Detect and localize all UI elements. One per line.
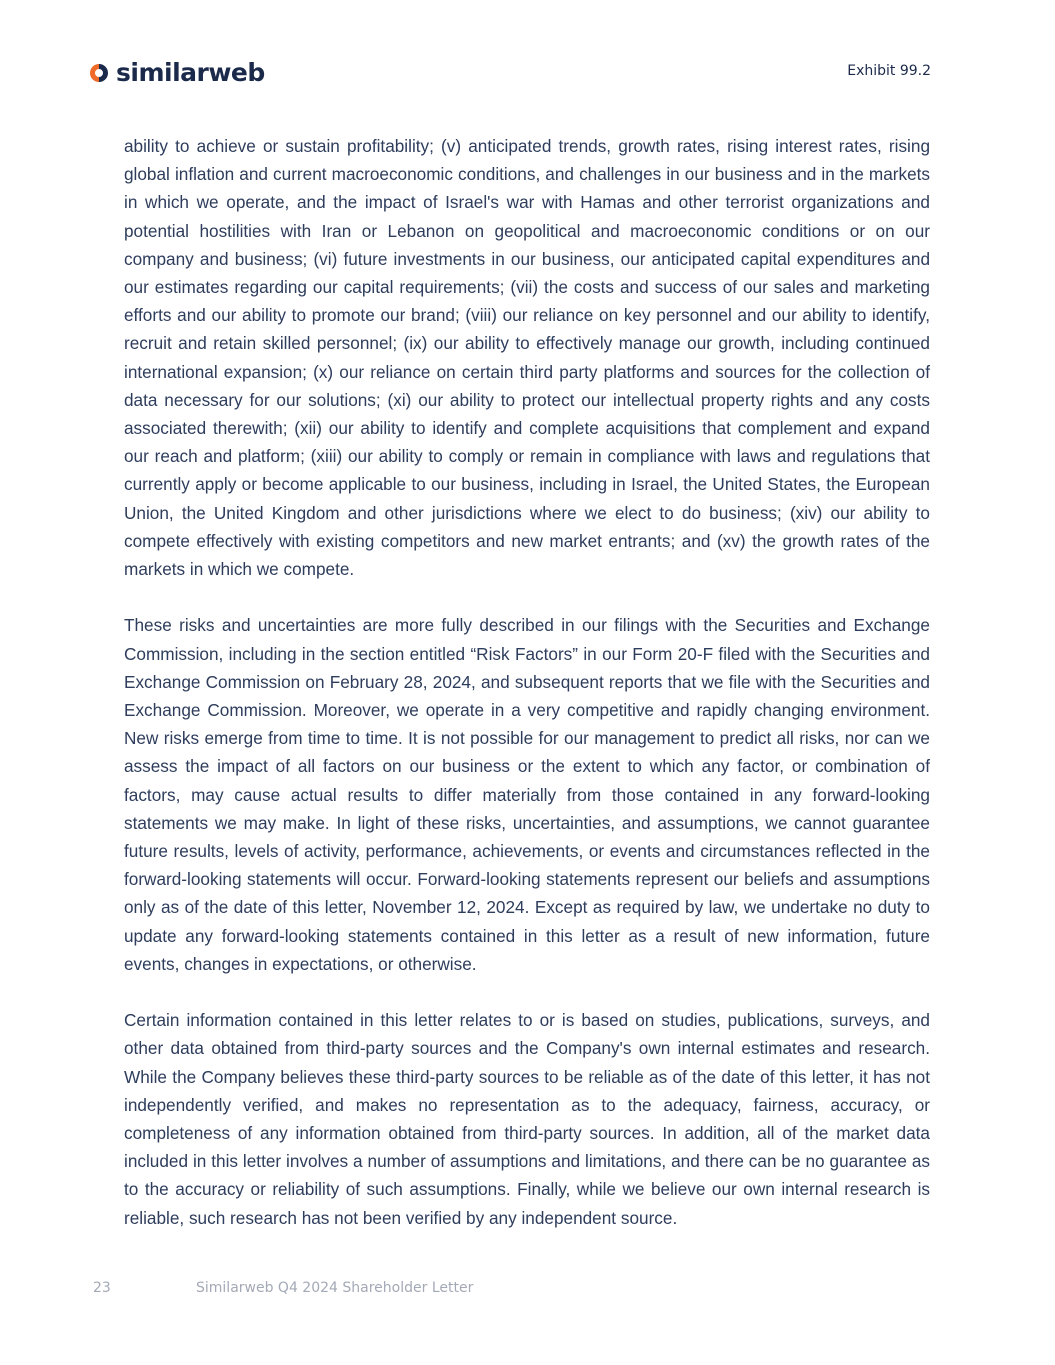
similarweb-logo-icon — [88, 62, 110, 84]
paragraph-risk-factors-list: ability to achieve or sustain profitability; (v) anticipated trends, growth rates, rising interest rates, rising global inflation and current macroeconomic conditions, and challenges in our business and in the markets in which we operate, and the impact of Israel's war with Hamas and other terrorist organizations and potential hostilities with Iran or Lebanon on geopolitical and macroeconomic conditions or on our company and business; (vi) future investments in our business, our anticipated capital expenditures and our estimates regarding our capital requirements; (vii) the costs and success of our sales and marketing efforts and our ability to promote our brand; (viii) our reliance on key personnel and our ability to identify, recruit and retain skilled personnel; (ix) our ability to effectively manage our growth, including continued international expansion; (x) our reliance on certain third party platforms and sources for the collection of data necessary for our solutions; (xi) our ability to protect our intellectual property rights and any costs associated therewith; (xii) our ability to identify and complete acquisitions that complement and expand our reach and platform; (xiii) our ability to comply or remain in compliance with laws and regulations that currently apply or become applicable to our business, including in Israel, the United States, the European Union, the United Kingdom and other jurisdictions where we elect to do business; (xiv) our ability to compete effectively with existing competitors and new market entrants; and (xv) the growth rates of the markets in which we compete. — [124, 136, 930, 580]
page-header — [0, 0, 1055, 110]
exhibit-label: Exhibit 99.2 — [847, 63, 931, 79]
logo-wordmark: similarweb — [116, 58, 265, 87]
similarweb-logo — [88, 57, 265, 89]
paragraph-risks-uncertainties: These risks and uncertainties are more fully described in our filings with the Securities and Exchange Commission, including in the section entitled “Risk Factors” in our Form 20-F filed with the Securities and Exchange Commission on February 28, 2024, and subsequent reports that we file with the Securities and Exchange Commission. Moreover, we operate in a very competitive and rapidly changing environment. New risks emerge from time to time. It is not possible for our management to predict all risks, nor can we assess the impact of all factors on our business or the extent to which any factor, or combination of factors, may cause actual results to differ materially from those contained in any forward-looking statements we may make. In light of these risks, uncertainties, and assumptions, we cannot guarantee future results, levels of activity, performance, achievements, or events and circumstances reflected in the forward-looking statements will occur. Forward-looking statements represent our beliefs and assumptions only as of the date of this letter, November 12, 2024. Except as required by law, we undertake no duty to update any forward-looking statements contained in this letter as a result of new information, future events, changes in expectations, or otherwise. — [124, 615, 930, 974]
page-footer — [0, 1278, 1055, 1302]
footer-title: Similarweb Q4 2024 Shareholder Letter — [196, 1280, 474, 1296]
paragraph-third-party-data: Certain information contained in this letter relates to or is based on studies, publications, surveys, and other data obtained from third-party sources and the Company's own internal estimates and research. While the Company believes these third-party sources to be reliable as of the date of this letter, it has not independently verified, and makes no representation as to the adequacy, fairness, accuracy, or completeness of any information obtained from third-party sources. In addition, all of the market data included in this letter involves a number of assumptions and limitations, and there can be no guarantee as to the accuracy or reliability of such assumptions. Finally, while we believe our own internal research is reliable, such research has not been verified by any independent source. — [124, 1010, 930, 1228]
page-number: 23 — [93, 1280, 111, 1296]
document-body — [124, 132, 930, 1260]
